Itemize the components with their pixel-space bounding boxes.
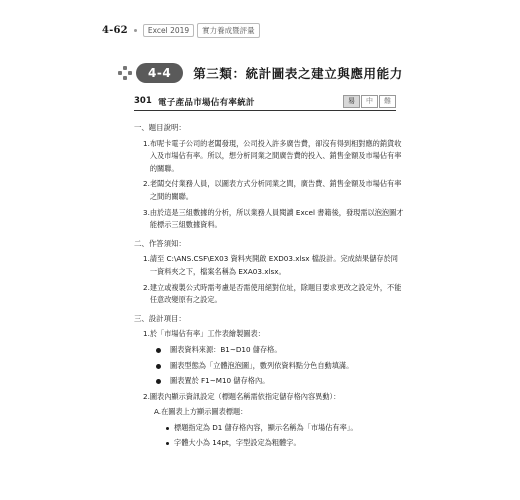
section-title: 一、題目說明：: [134, 123, 186, 132]
item-text: 請至 C:\ANS.CSF\EX03 資料夾開啟 EXD03.xlsx 檔設計。完成結果儲存於同一資料夾之下，檔案名稱為 EXA03.xlsx。: [149, 254, 398, 276]
separator-dot-icon: [134, 29, 137, 32]
section-title: 二、作答須知：: [134, 238, 186, 248]
list-item: [156, 344, 404, 357]
bullet-text: 字體大小為 14pt，字型設定為粗體字。: [174, 438, 301, 448]
difficulty-hard: 難: [379, 95, 396, 108]
chapter-badge: 4-4: [136, 63, 183, 83]
list-item: [156, 375, 404, 388]
design-item-1: 1.於「市場佔有率」工作表繪製圖表：: [143, 329, 265, 339]
difficulty-easy: 易: [343, 95, 360, 108]
bullet-text: 圖表型態為「立體泡泡圖」，數列依資料點分色自動填滿。: [170, 360, 354, 370]
section-description: [134, 122, 404, 232]
item-text: 由於這是三組數據的分析，所以業務人員閱讀 Excel 書籍後，發現需以泡泡圖才能標示三組數據資料。: [149, 207, 404, 230]
difficulty-medium: 中: [361, 95, 378, 108]
bullet-text: 圖表置於 F1~M10 儲存格內。: [170, 376, 270, 386]
item-number: 1.: [143, 138, 150, 148]
item-text: 老闆交付業務人員，以圖表方式分析同業之間，廣告費、銷售金額及市場佔有率之間的關聯。: [149, 179, 402, 201]
list-item: [143, 138, 404, 176]
bullet-text: 圖表資料來源：B1~D10 儲存格。: [170, 344, 282, 354]
page-header: [102, 22, 260, 38]
question-bar: [134, 96, 396, 111]
book-title-tag: Excel 2019: [143, 24, 194, 37]
dots-decoration-icon: [118, 66, 132, 80]
list-item: [143, 207, 404, 232]
item-number: 2.: [143, 282, 150, 292]
chapter-title: 第三類：統計圖表之建立與應用能力: [193, 66, 403, 81]
bullet-icon: [166, 442, 169, 445]
bullet-icon: [156, 364, 161, 369]
book-subtitle-tag: 實力養成暨評量: [197, 23, 260, 38]
chapter-heading: [118, 62, 403, 84]
list-item: [143, 282, 404, 307]
bullet-icon: [166, 427, 169, 430]
difficulty-indicator: [342, 95, 396, 108]
item-number: 2.: [143, 179, 150, 189]
bullet-icon: [156, 379, 161, 384]
design-item-2a: A.在圖表上方顯示圖表標題：: [154, 407, 248, 417]
list-item: [143, 253, 404, 278]
item-number: 3.: [143, 207, 150, 217]
bullet-text: 標題指定為 D1 儲存格內容，顯示名稱為「市場佔有率」。: [174, 422, 358, 432]
list-item: [166, 422, 404, 435]
question-content: [134, 118, 404, 450]
item-number: 1.: [143, 254, 150, 264]
item-text: 布呢卡電子公司的老闆發現，公司投入許多廣告費，卻沒有得到相對應的銷貨收入及市場佔有率。所以，想分析同業之間廣告費的投入、銷售金額及市場佔有率的關聯。: [149, 138, 402, 173]
list-item: [143, 178, 404, 203]
section-title: 三、設計項目：: [134, 313, 186, 323]
item-text: 建立或複製公式時需考慮是否需使用絕對位址，除題目要求更改之設定外，不能任意改變原有之設定。: [149, 282, 402, 305]
bullet-icon: [156, 348, 161, 353]
section-instructions: [134, 238, 404, 307]
list-item: [156, 360, 404, 373]
list-item: [166, 437, 404, 450]
question-title: 電子產品市場佔有率統計: [158, 98, 255, 108]
page-number: 4-62: [102, 24, 128, 36]
section-design: [134, 313, 404, 450]
question-number: 301: [134, 96, 152, 106]
design-item-2: 2.圖表內顯示資訊設定（標題名稱需依指定儲存格內容異動）：: [143, 391, 341, 401]
